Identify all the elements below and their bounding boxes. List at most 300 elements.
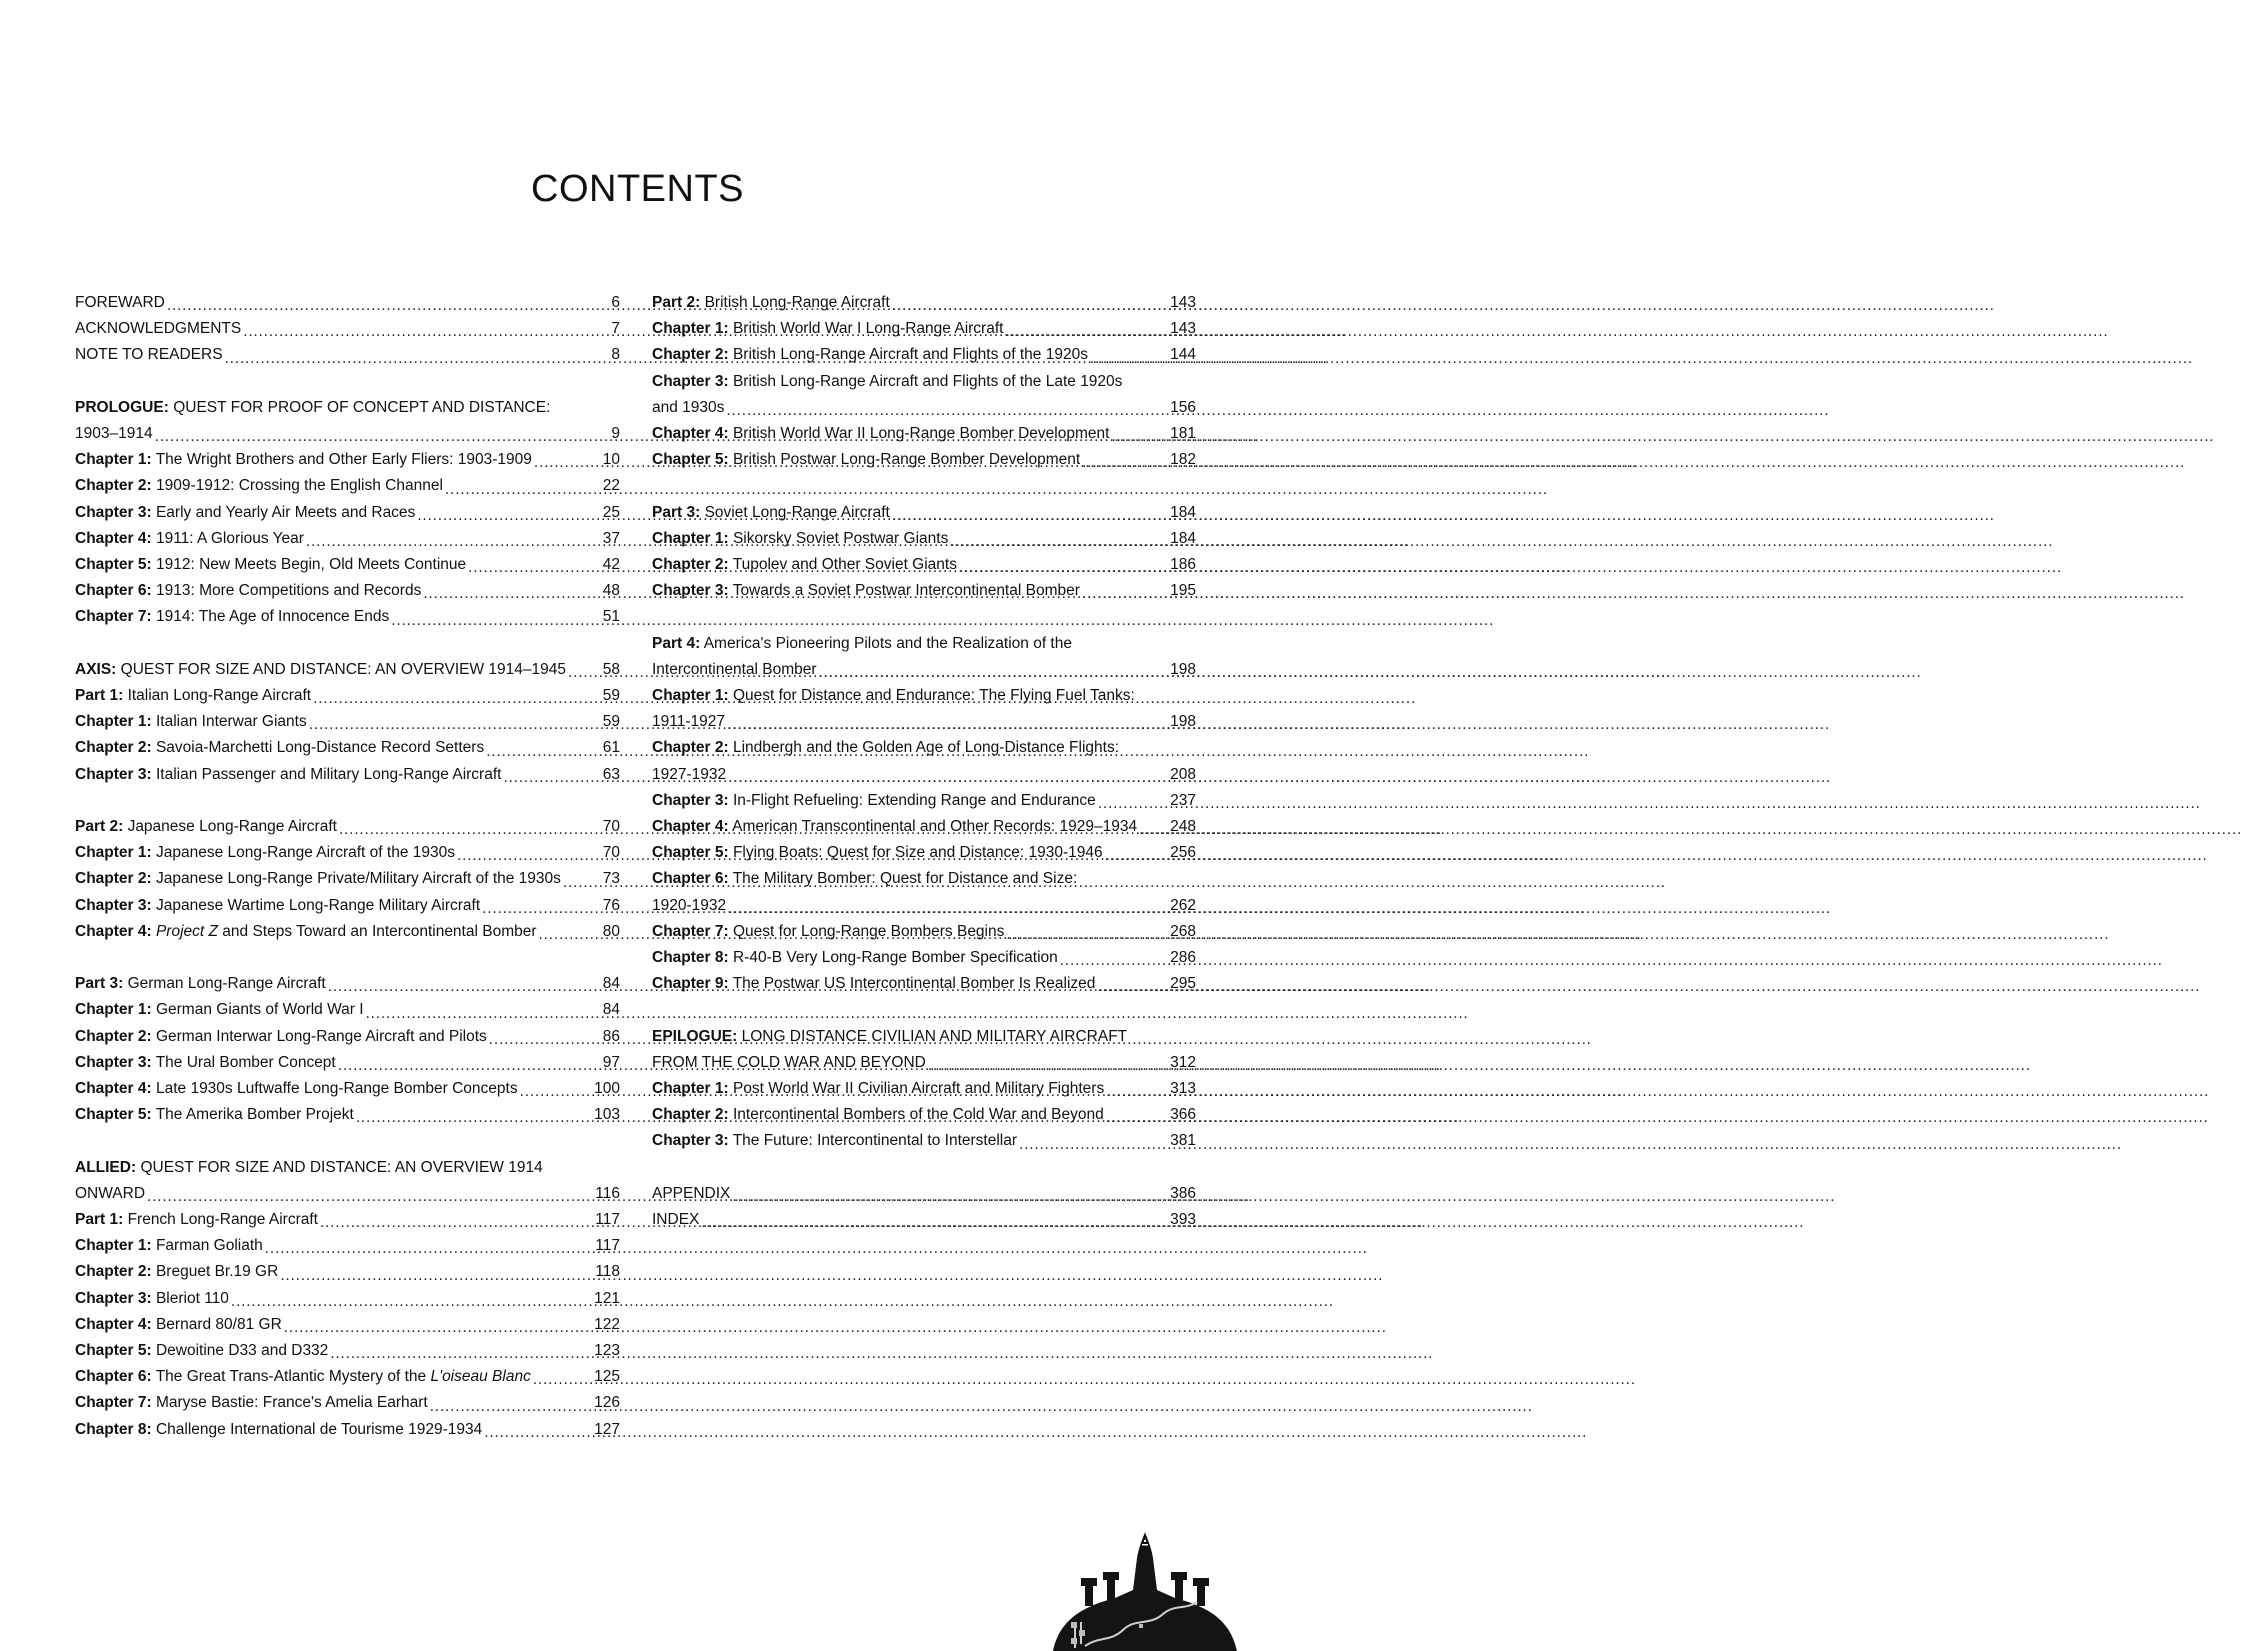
toc-entry[interactable] [75,290,620,316]
section-gap [75,631,620,657]
leader-dots [1006,925,1167,945]
toc-entry-text: Italian Interwar Giants [155,713,307,731]
leader-dots [1106,1108,1167,1128]
toc-entry[interactable] [75,893,620,919]
toc-entry[interactable] [652,526,1196,552]
toc-entry-label: Chapter 3: [75,765,152,783]
toc-entry-text: INDEX [652,1211,700,1229]
toc-entry-page: 144 [1170,346,1196,364]
toc-entry-text: The Future: Intercontinental to Interstellar [732,1132,1018,1150]
toc-entry[interactable] [75,1102,620,1128]
toc-entry-page: 127 [594,1420,620,1438]
toc-entry-text: Dewoitine D33 and D332 [155,1342,329,1360]
toc-entry-italic: L'oiseau Blanc [430,1368,531,1386]
leader-dots [1019,1135,1167,1155]
toc-entry[interactable] [75,526,620,552]
toc-entry-page: 117 [595,1211,620,1229]
toc-entry-title [75,473,443,499]
toc-entry-title [652,739,1119,756]
toc-entry[interactable] [75,316,620,342]
leader-dots [484,1423,591,1443]
toc-entry-text: German Giants of World War I [155,1001,364,1019]
leader-dots [430,1397,591,1417]
toc-entry[interactable] [652,735,1196,787]
toc-entry-page: 103 [594,1106,620,1124]
toc-entry-label: AXIS: [75,660,117,678]
toc-entry-title [75,657,566,683]
toc-entry-label: Chapter 1: [652,529,729,547]
toc-entry-label: Chapter 5: [75,556,152,574]
leader-dots [520,1082,592,1102]
toc-entry-title [652,316,1003,342]
toc-entry-label: Chapter 1: [75,1237,152,1255]
toc-entry-text: Early and Yearly Air Meets and Races [155,503,416,521]
toc-entry-title [75,316,241,342]
toc-entry-title [652,552,957,578]
leader-dots [489,1030,600,1050]
toc-entry-title [652,526,948,552]
leader-dots [280,1266,592,1286]
toc-entry[interactable] [652,631,1196,683]
toc-entry-title [75,1364,531,1390]
toc-entry[interactable] [75,1338,620,1364]
toc-entry-label: Chapter 6: [75,1368,152,1386]
toc-entry-title [75,866,561,892]
toc-entry-page: 312 [1170,1053,1196,1071]
toc-entry-title [652,814,1137,840]
toc-entry-page: 313 [1170,1080,1196,1098]
toc-entry-text: British Long-Range Aircraft and Flights of the Late 1920s [732,372,1123,390]
toc-entry-label: Chapter 5: [75,1342,152,1360]
toc-entry-page: 117 [595,1237,620,1255]
toc-entry-title [652,342,1088,368]
toc-entry-label: Chapter 3: [652,1132,729,1150]
toc-entry-text: Sikorsky Soviet Postwar Giants [732,529,949,547]
toc-entry-title [75,1050,336,1076]
section-gap [75,1128,620,1154]
toc-entry-text: In-Flight Refueling: Extending Range and Endurance [732,791,1096,809]
toc-entry-text: British World War I Long-Range Aircraft [732,320,1004,338]
toc-entry-page: 80 [602,922,620,940]
toc-entry[interactable] [652,866,1196,918]
toc-entry-label: Chapter 3: [75,503,152,521]
toc-entry-continuation: 1920-1932 [652,896,727,914]
toc-entry-page: 156 [1170,398,1196,416]
toc-entry[interactable] [75,1233,620,1259]
toc-entry[interactable] [75,500,620,526]
toc-entry-page: 86 [602,1027,620,1045]
toc-entry-label: Part 1: [75,1211,124,1229]
leader-dots [231,1292,591,1312]
toc-entry-page: 393 [1170,1211,1196,1229]
toc-entry-text: Intercontinental Bombers of the Cold War and Beyond [732,1106,1104,1124]
toc-entry-page: 63 [602,765,620,783]
toc-entry-label: Chapter 4: [75,1080,152,1098]
toc-entry-label: Chapter 3: [652,372,729,390]
toc-entry-title [75,840,455,866]
toc-entry[interactable] [652,945,1196,971]
leader-dots [1106,1082,1167,1102]
leader-dots [486,742,600,762]
toc-entry[interactable] [652,447,1196,473]
toc-entry[interactable] [75,473,620,499]
toc-entry-text: Post World War II Civilian Aircraft and Military Fighters [732,1080,1105,1098]
toc-entry-text: 1912: New Meets Begin, Old Meets Continue [155,556,467,574]
leader-dots [1082,453,1167,473]
toc-entry-title [75,735,484,761]
toc-entry-label: Part 2: [75,818,124,836]
toc-entry[interactable] [75,735,620,761]
toc-entry[interactable] [75,447,620,473]
leader-dots [534,453,600,473]
toc-entry[interactable] [75,1312,620,1338]
toc-entry[interactable] [75,1364,620,1390]
toc-entry[interactable] [652,1207,1196,1233]
section-gap [75,369,620,395]
toc-entry-label: Part 4: [652,634,701,652]
leader-dots [468,558,600,578]
toc-entry-text: German Long-Range Aircraft [127,975,326,993]
toc-entry-page: 125 [594,1368,620,1386]
toc-entry-text: The Ural Bomber Concept [155,1053,336,1071]
toc-entry-text: British Long-Range Aircraft [704,294,890,311]
toc-entry-text: Italian Passenger and Military Long-Range Aircraft [155,765,502,783]
toc-entry-title [75,1338,328,1364]
toc-entry-page: 184 [1170,503,1196,521]
toc-entry-text: ACKNOWLEDGMENTS [75,320,242,338]
toc-entry-title [75,971,326,997]
toc-entry[interactable] [652,1076,1196,1102]
section-gap [652,604,1196,630]
toc-entry-title [75,1312,282,1338]
toc-entry-page: 186 [1170,556,1196,574]
section-gap [652,997,1196,1023]
toc-entry-title [75,500,415,526]
toc-entry-text: QUEST FOR SIZE AND DISTANCE: AN OVERVIEW 1914–1945 [120,660,567,678]
toc-entry-label: Chapter 2: [75,870,152,888]
toc-entry[interactable] [652,421,1196,447]
leader-dots [366,1004,600,1024]
toc-entry-page: 143 [1170,320,1196,338]
toc-entry-text: The Amerika Bomber Projekt [155,1106,354,1124]
toc-entry[interactable] [652,552,1196,578]
toc-entry[interactable] [75,709,620,735]
toc-entry-label: Chapter 1: [75,451,152,469]
toc-entry-title [75,1159,543,1176]
leader-dots [728,899,1167,919]
leader-dots [309,715,600,735]
leader-dots [155,427,609,447]
toc-entry-label: Chapter 2: [652,739,729,757]
toc-entry-label: Chapter 8: [75,1420,152,1438]
toc-entry-title [75,578,421,604]
toc-entry[interactable] [75,1207,620,1233]
toc-entry-label: Chapter 1: [75,1001,152,1019]
toc-entry-text: The Great Trans-Atlantic Mystery of the [155,1368,431,1386]
toc-entry[interactable] [75,840,620,866]
toc-entry[interactable] [652,1024,1196,1076]
leader-dots [167,296,609,316]
toc-entry-title [652,788,1096,814]
toc-entry-text: Farman Goliath [155,1237,263,1255]
toc-entry-page: 7 [611,320,620,338]
toc-entry-title [652,421,1109,447]
aircraft-silhouette-icon [1015,1518,1275,1651]
toc-entry-title [652,1076,1104,1102]
leader-dots [503,768,599,788]
leader-dots [356,1108,591,1128]
toc-entry[interactable] [75,1417,620,1443]
leader-dots [1098,794,1167,814]
section-gap [75,945,620,971]
toc-entry-label: Chapter 3: [75,896,152,914]
leader-dots [568,663,600,683]
toc-entry-title [75,709,307,735]
toc-entry-label: Part 3: [652,503,701,521]
leader-dots [284,1318,591,1338]
toc-entry[interactable] [75,1286,620,1312]
toc-entry[interactable] [652,840,1196,866]
toc-entry-text: Quest for Long-Range Bombers Begins [732,922,1005,940]
toc-entry[interactable] [75,395,620,447]
toc-entry-text: Bernard 80/81 GR [155,1315,282,1333]
toc-entry[interactable] [75,604,620,630]
toc-entry-title [75,399,550,416]
toc-entry-text: QUEST FOR SIZE AND DISTANCE: AN OVERVIEW 1914 [140,1158,543,1176]
toc-entry-text: Italian Long-Range Aircraft [127,687,312,705]
toc-left-column [75,290,620,1443]
leader-dots [328,977,600,997]
toc-entry-page: 6 [611,294,620,311]
leader-dots [701,1213,1167,1233]
leader-dots [320,1213,592,1233]
toc-entry-label: Chapter 3: [75,1053,152,1071]
leader-dots [457,846,600,866]
toc-entry-title [652,1102,1104,1128]
toc-entry-title [75,1286,229,1312]
toc-entry-title [75,1207,318,1233]
toc-entry-label: Chapter 1: [652,687,729,705]
toc-entry[interactable] [75,1259,620,1285]
toc-entry-title [652,870,1077,887]
toc-entry[interactable] [75,1390,620,1416]
toc-entry[interactable] [75,552,620,578]
toc-entry-text: Quest for Distance and Endurance: The Flying Fuel Tanks: [732,687,1135,705]
toc-entry[interactable] [652,1102,1196,1128]
toc-entry-label: Chapter 7: [75,1394,152,1412]
toc-entry-title [652,687,1135,704]
toc-entry-title [652,447,1080,473]
toc-entry[interactable] [652,919,1196,945]
toc-entry-label: ALLIED: [75,1158,137,1176]
toc-entry-page: 198 [1170,713,1196,731]
toc-entry[interactable] [652,971,1196,997]
toc-entry-text: APPENDIX [652,1184,731,1202]
toc-entry-label: Chapter 1: [652,1080,729,1098]
toc-entry-page: 76 [602,896,620,914]
toc-entry[interactable] [75,919,620,945]
toc-entry-label: Chapter 5: [652,844,729,862]
toc-entry-page: 58 [602,660,620,678]
toc-entry[interactable] [75,578,620,604]
toc-entry-continuation: Intercontinental Bomber [652,660,817,678]
toc-entry-page: 381 [1170,1132,1196,1150]
leader-dots [727,715,1167,735]
toc-entry[interactable] [652,1128,1196,1154]
leader-dots [732,1187,1167,1207]
toc-entry-text: 1909-1912: Crossing the English Channel [155,477,443,495]
toc-entry-page: 51 [602,608,620,626]
toc-entry[interactable] [652,316,1196,342]
toc-entry-title [652,635,1072,652]
toc-entry[interactable] [75,1076,620,1102]
toc-entry-page: 121 [594,1289,620,1307]
toc-entry-page: 59 [602,713,620,731]
toc-entry[interactable] [652,1181,1196,1207]
toc-entry[interactable] [652,290,1196,316]
toc-entry-label: Chapter 7: [652,922,729,940]
toc-entry-page: 286 [1170,949,1196,967]
toc-entry-page: 143 [1170,294,1196,311]
toc-entry-label: Chapter 4: [652,818,729,836]
leader-dots [1097,977,1167,997]
toc-entry-page: 22 [602,477,620,495]
toc-entry-title [75,1102,354,1128]
toc-entry[interactable] [652,369,1196,421]
leader-dots [147,1187,592,1207]
toc-entry-label: Chapter 1: [652,320,729,338]
toc-entry-text: NOTE TO READERS [75,346,223,364]
toc-entry-title [652,1181,730,1207]
toc-entry-page: 208 [1170,765,1196,783]
leader-dots [482,899,600,919]
toc-entry-title [75,1024,487,1050]
toc-entry-label: Part 2: [652,294,701,311]
section-gap [652,473,1196,499]
toc-entry-label: Chapter 3: [652,582,729,600]
toc-entry[interactable] [75,971,620,997]
toc-entry[interactable] [75,762,620,788]
toc-entry-text: Tupolev and Other Soviet Giants [732,556,957,574]
toc-entry-title [652,919,1004,945]
toc-entry-label: Chapter 9: [652,975,729,993]
toc-entry-page: 198 [1170,660,1196,678]
toc-entry-text: Flying Boats: Quest for Size and Distance: 1930-1946 [732,844,1103,862]
toc-entry[interactable] [75,1024,620,1050]
toc-entry-text: 1913: More Competitions and Records [155,582,422,600]
toc-entry-page: 126 [594,1394,620,1412]
leader-dots [330,1344,591,1364]
toc-entry-title [75,1259,278,1285]
leader-dots [1105,846,1168,866]
toc-entry-title [75,1076,518,1102]
leader-dots [1005,322,1167,342]
toc-entry-text: The Wright Brothers and Other Early Fliers: 1903-1909 [155,451,532,469]
toc-entry[interactable] [652,578,1196,604]
toc-entry[interactable] [652,788,1196,814]
toc-entry[interactable] [75,1155,620,1207]
toc-entry-text: Late 1930s Luftwaffe Long-Range Bomber Concepts [155,1080,518,1098]
toc-entry-text: Challenge International de Tourisme 1929-1934 [155,1420,483,1438]
leader-dots [819,663,1168,683]
leader-dots [225,349,609,369]
toc-entry-title [75,893,480,919]
leader-dots [892,296,1167,316]
toc-entry-page: 118 [595,1263,620,1281]
toc-entry-label: Chapter 6: [652,870,729,888]
toc-entry-text: British Postwar Long-Range Bomber Development [732,451,1081,469]
toc-entry-page: 116 [595,1184,620,1202]
toc-entry[interactable] [75,683,620,709]
leader-dots [726,401,1167,421]
leader-dots [563,873,600,893]
toc-entry[interactable] [75,657,620,683]
toc-entry-label: PROLOGUE: [75,398,169,416]
toc-entry-text: Lindbergh and the Golden Age of Long-Distance Flights: [732,739,1120,757]
toc-entry-label: EPILOGUE: [652,1027,738,1045]
toc-entry-page: 386 [1170,1184,1196,1202]
toc-entry-title [652,840,1103,866]
toc-entry-title [75,604,389,630]
section-gap [652,1155,1196,1181]
toc-entry[interactable] [75,1050,620,1076]
toc-entry[interactable] [652,500,1196,526]
toc-entry[interactable] [652,814,1196,840]
toc-entry-page: 195 [1170,582,1196,600]
toc-entry-page: 73 [602,870,620,888]
toc-entry[interactable] [75,866,620,892]
toc-entry-text: and Steps Toward an Intercontinental Bomber [217,922,537,940]
leader-dots [265,1239,592,1259]
toc-entry-page: 42 [602,556,620,574]
toc-entry-text: The Postwar US Intercontinental Bomber Is Realized [732,975,1096,993]
toc-entry-text: QUEST FOR PROOF OF CONCEPT AND DISTANCE: [173,398,551,416]
leader-dots [313,689,600,709]
toc-entry-text: Bleriot 110 [155,1289,229,1307]
toc-entry-label: Chapter 2: [652,556,729,574]
toc-entry[interactable] [75,814,620,840]
toc-entry-title [75,526,304,552]
toc-entry-page: 268 [1170,922,1196,940]
leader-dots [950,532,1167,552]
toc-entry-label: Chapter 4: [75,529,152,547]
toc-right-column [652,290,1196,1233]
toc-entry[interactable] [75,342,620,368]
toc-entry-text: Soviet Long-Range Aircraft [704,503,890,521]
toc-entry-page: 48 [602,582,620,600]
toc-entry-text: Japanese Long-Range Aircraft [127,818,337,836]
leader-dots [339,820,600,840]
section-gap [75,788,620,814]
toc-entry-label: Chapter 5: [75,1106,152,1124]
toc-entry-page: 97 [602,1053,620,1071]
toc-entry-title [75,919,537,945]
toc-entry-title [75,342,223,368]
toc-entry-title [75,1390,428,1416]
leader-dots [417,506,599,526]
toc-entry-italic: Project Z [155,922,218,940]
toc-entry[interactable] [652,342,1196,368]
leader-dots [338,1056,600,1076]
toc-entry[interactable] [75,997,620,1023]
toc-entry-label: Chapter 4: [75,1315,152,1333]
toc-entry-title [75,997,364,1023]
toc-entry-page: 10 [602,451,620,469]
toc-entry-text: German Interwar Long-Range Aircraft and Pilots [155,1027,487,1045]
toc-entry-text: British Long-Range Aircraft and Flights of the 1920s [732,346,1088,364]
toc-entry[interactable] [652,683,1196,735]
toc-entry-text: Breguet Br.19 GR [155,1263,279,1281]
